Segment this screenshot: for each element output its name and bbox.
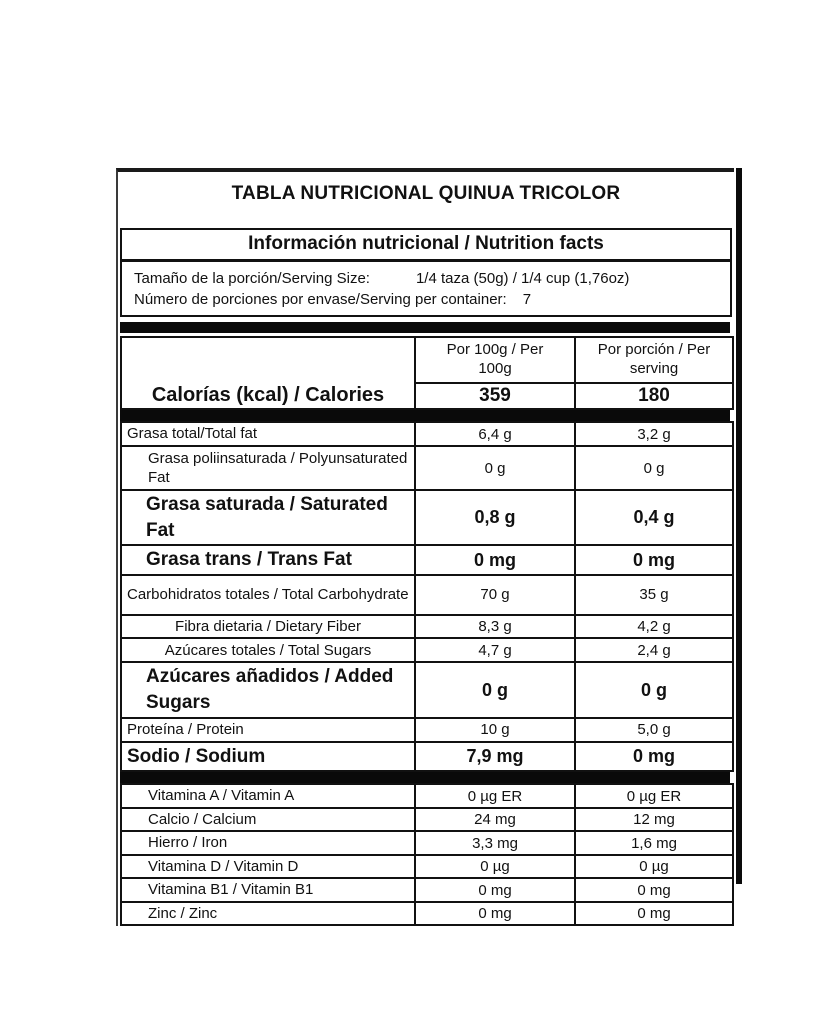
value-per-serving: 35 g [575, 575, 733, 615]
value-per-100g: 0 µg ER [415, 784, 575, 808]
nutrient-row [121, 878, 733, 902]
nutrient-label: Vitamina A / Vitamin A [121, 784, 415, 808]
nutrient-row [121, 662, 733, 717]
thick-divider-bar [120, 772, 730, 783]
nutrient-row [121, 422, 733, 446]
column-header-row [121, 337, 733, 383]
value-per-100g: 10 g [415, 718, 575, 742]
nutrient-row [121, 575, 733, 615]
nutrient-row [121, 490, 733, 545]
serving-size-line [134, 270, 722, 287]
nutrient-label: Sodio / Sodium [121, 742, 415, 772]
serving-size-label: Tamaño de la porción/Serving Size: [134, 270, 370, 287]
value-per-100g: 3,3 mg [415, 831, 575, 855]
value-per-100g: 0 g [415, 446, 575, 490]
value-per-serving: 0 g [575, 662, 733, 717]
value-per-serving: 4,2 g [575, 615, 733, 639]
column-header-per-serving: Por porción / Per serving [575, 337, 733, 383]
calories-per-serving: 180 [575, 383, 733, 409]
nutrient-label: Carbohidratos totales / Total Carbohydrate [121, 575, 415, 615]
nutrient-row [121, 855, 733, 879]
servings-per-container-label: Número de porciones por envase/Serving per container: [134, 291, 507, 308]
value-per-serving: 2,4 g [575, 638, 733, 662]
value-per-100g: 0 mg [415, 878, 575, 902]
value-per-100g: 0 mg [415, 902, 575, 926]
servings-per-container-line [134, 291, 722, 308]
value-per-100g: 7,9 mg [415, 742, 575, 772]
nutrient-row [121, 784, 733, 808]
nutrient-row [121, 615, 733, 639]
value-per-100g: 8,3 g [415, 615, 575, 639]
nutrient-row [121, 718, 733, 742]
nutrition-info-box [120, 228, 732, 317]
serving-info [122, 262, 730, 315]
nutrient-label: Grasa total/Total fat [121, 422, 415, 446]
thick-divider-bar [120, 410, 730, 421]
label-right-edge-strip [736, 168, 742, 884]
nutrition-label [116, 168, 734, 926]
value-per-serving: 0 µg ER [575, 784, 733, 808]
nutrient-row [121, 742, 733, 772]
value-per-100g: 24 mg [415, 808, 575, 832]
nutrient-row [121, 545, 733, 575]
nutrient-label: Grasa saturada / Saturated Fat [121, 490, 415, 545]
value-per-serving: 0 mg [575, 742, 733, 772]
value-per-serving: 1,6 mg [575, 831, 733, 855]
nutrient-label: Vitamina D / Vitamin D [121, 855, 415, 879]
nutrient-label: Grasa poliinsaturada / Polyunsaturated Fat [121, 446, 415, 490]
value-per-serving: 3,2 g [575, 422, 733, 446]
nutrient-label: Azúcares totales / Total Sugars [121, 638, 415, 662]
nutrient-row [121, 902, 733, 926]
nutrient-label: Vitamina B1 / Vitamin B1 [121, 878, 415, 902]
value-per-serving: 12 mg [575, 808, 733, 832]
value-per-serving: 5,0 g [575, 718, 733, 742]
nutrient-label: Calcio / Calcium [121, 808, 415, 832]
value-per-100g: 0 µg [415, 855, 575, 879]
nutrition-info-header: Información nutricional / Nutrition facts [122, 230, 730, 262]
value-per-100g: 4,7 g [415, 638, 575, 662]
value-per-serving: 0 mg [575, 902, 733, 926]
column-header-per-100g: Por 100g / Per 100g [415, 337, 575, 383]
value-per-100g: 0,8 g [415, 490, 575, 545]
value-per-serving: 0 g [575, 446, 733, 490]
nutrient-label: Fibra dietaria / Dietary Fiber [121, 615, 415, 639]
nutrient-row [121, 808, 733, 832]
page-title: TABLA NUTRICIONAL QUINUA TRICOLOR [231, 183, 621, 204]
value-per-100g: 0 mg [415, 545, 575, 575]
micronutrients-table [120, 783, 734, 926]
value-per-serving: 0 mg [575, 545, 733, 575]
calories-label: Calorías (kcal) / Calories [121, 337, 415, 409]
thick-divider-bar [120, 322, 730, 333]
nutrient-label: Grasa trans / Trans Fat [121, 545, 415, 575]
nutrient-label: Proteína / Protein [121, 718, 415, 742]
serving-size-value: 1/4 taza (50g) / 1/4 cup (1,76oz) [415, 270, 630, 287]
calories-per-100g: 359 [415, 383, 575, 409]
servings-per-container-value: 7 [522, 291, 532, 308]
value-per-100g: 70 g [415, 575, 575, 615]
calories-table [120, 336, 734, 410]
value-per-serving: 0 mg [575, 878, 733, 902]
value-per-100g: 6,4 g [415, 422, 575, 446]
value-per-serving: 0,4 g [575, 490, 733, 545]
nutrient-label: Zinc / Zinc [121, 902, 415, 926]
nutrient-row [121, 831, 733, 855]
macronutrients-table [120, 421, 734, 772]
value-per-serving: 0 µg [575, 855, 733, 879]
nutrient-row [121, 446, 733, 490]
value-per-100g: 0 g [415, 662, 575, 717]
nutrient-row [121, 638, 733, 662]
nutrient-label: Hierro / Iron [121, 831, 415, 855]
nutrient-label: Azúcares añadidos / Added Sugars [121, 662, 415, 717]
